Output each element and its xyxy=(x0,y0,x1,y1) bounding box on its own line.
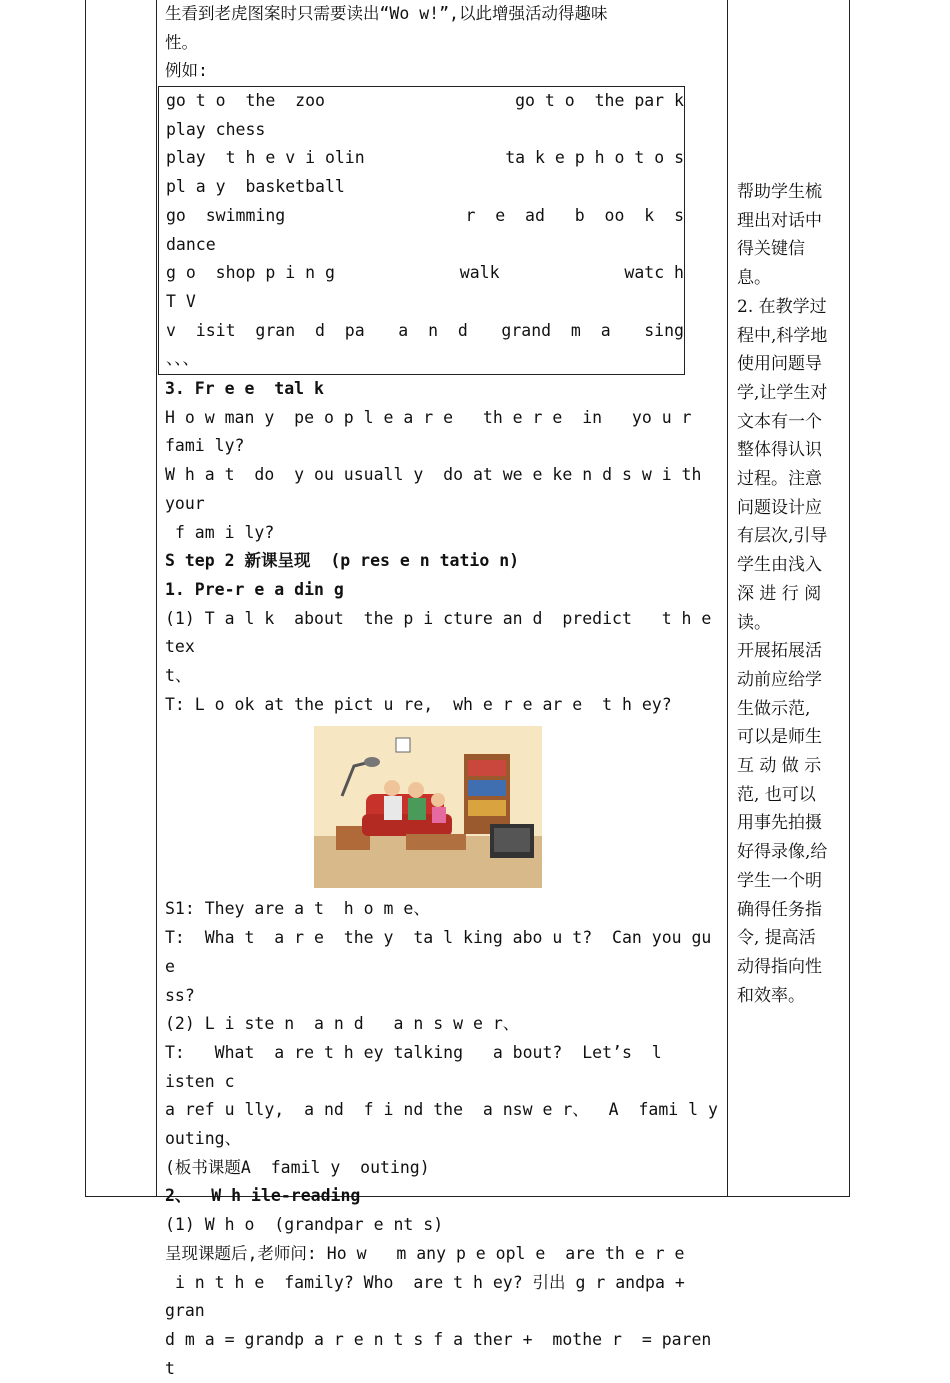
note-line: 动得指向性 xyxy=(737,956,822,977)
vocab-row xyxy=(166,87,684,116)
column-divider-right xyxy=(727,0,728,1197)
note-line: 互 动 做 示 xyxy=(737,756,822,777)
note-line: 使用问题导 xyxy=(737,354,822,375)
text-line: H o w man y pe o p l e a r e th e r e in yo u r xyxy=(165,407,692,427)
note-line: 问题设计应 xyxy=(737,497,822,518)
text-line: 生看到老虎图案时只需要读出“Wo w!”,以此增强活动得趣味 xyxy=(165,4,608,23)
text-line: 性。 xyxy=(165,32,198,52)
text-line: fami ly? xyxy=(165,436,245,456)
text-line: T: Wha t a r e the y ta l king abo u t? Can you gu e xyxy=(165,928,722,976)
text-line: i n t h e family? Who are t h ey? 引出 g r andpa + gran xyxy=(165,1272,705,1321)
text-line: 呈现课题后,老师问: Ho w m any p e opl e are th e r e xyxy=(165,1243,685,1263)
vocab-phrase: watc h xyxy=(624,263,684,283)
text-line: (2) L i ste n a n d a n s w e r、 xyxy=(165,1014,520,1034)
vocab-row xyxy=(166,231,684,260)
design-notes-column xyxy=(737,178,845,1010)
vocab-row xyxy=(166,317,684,346)
pre-reading-text xyxy=(165,605,721,720)
note-line: 整体得认识 xyxy=(737,440,822,461)
text-line: outing、 xyxy=(165,1129,242,1149)
family-picture xyxy=(135,719,721,895)
text-line: (1) W h o (grandpar e nt s) xyxy=(165,1215,444,1235)
note-line: 读。 xyxy=(737,612,771,633)
vocab-phrase: ta k e p h o t o s xyxy=(505,148,684,168)
vocab-phrase: walk xyxy=(459,263,500,283)
note-line: 用事先拍摄 xyxy=(737,813,822,834)
text-line: S1: They are a t h o m e、 xyxy=(165,899,430,919)
vocab-phrase: go t o the zoo xyxy=(166,91,325,111)
note-line: 可以是师生 xyxy=(737,727,822,748)
note-line: 学生由浅入 xyxy=(737,555,822,576)
text-line: (板书课题A famil y outing) xyxy=(165,1157,430,1177)
pre-reading-title: 1. Pre-r e a din g xyxy=(165,579,344,599)
note-line: 得关键信 xyxy=(737,239,805,260)
pre-reading-dialogue xyxy=(165,895,721,1182)
vocab-phrase: g o shop p i n g xyxy=(166,263,335,283)
text-line: t、 xyxy=(165,666,192,686)
text-line: T: L o ok at the pict u re, wh e r e ar e t h ey? xyxy=(165,694,672,714)
vocab-row xyxy=(166,345,684,374)
vocab-phrase: a n d xyxy=(398,320,468,340)
vocab-phrase: sing xyxy=(644,320,684,340)
note-line: 好得录像,给 xyxy=(737,842,828,863)
vocabulary-box xyxy=(158,86,685,375)
column-divider-left xyxy=(156,0,157,1197)
vocab-phrase: 、、、 xyxy=(166,349,199,369)
vocab-phrase: grand m a xyxy=(501,320,611,340)
intro-text xyxy=(165,0,721,86)
note-line: 范, 也可以 xyxy=(737,784,816,805)
free-talk-title: 3. Fr e e tal k xyxy=(165,378,324,398)
note-line: 程中,科学地 xyxy=(737,325,828,346)
text-line: 例如: xyxy=(165,61,208,81)
note-line: 开展拓展活 xyxy=(737,641,822,662)
vocab-phrase: play chess xyxy=(166,119,266,139)
family-living-room-illustration xyxy=(314,726,542,888)
note-line: 动前应给学 xyxy=(737,669,822,690)
text-line: T: What a re t h ey talking a bout? Let’s l isten c xyxy=(165,1042,672,1091)
note-line: 和效率。 xyxy=(737,985,805,1006)
text-line: W h a t do y ou usuall y do at we e ke n d s w i th your xyxy=(165,465,712,513)
note-line: 学,让学生对 xyxy=(737,382,828,403)
text-line: ss? xyxy=(165,985,195,1005)
text-line: a ref u lly, a nd f i nd the a nsw e r、 A fami l y xyxy=(165,1100,718,1120)
note-line: 息。 xyxy=(737,268,771,289)
procedure-column xyxy=(165,0,721,1383)
note-line: 2. 在教学过 xyxy=(737,296,827,317)
note-line: 帮助学生梳 xyxy=(737,182,822,202)
note-line: 过程。注意 xyxy=(737,469,822,490)
vocab-phrase: v isit gran d pa xyxy=(166,320,365,340)
step2-title: S tep 2 新课呈现 (p res e n tatio n) xyxy=(165,551,520,571)
vocab-phrase: go t o the par k xyxy=(515,91,684,111)
note-line: 确得任务指 xyxy=(737,899,822,920)
while-reading-title: 2、 W h ile-reading xyxy=(165,1186,361,1206)
note-line: 生做示范, xyxy=(737,698,811,719)
vocab-row xyxy=(166,288,684,317)
vocab-row xyxy=(166,202,684,231)
note-line: 有层次,引导 xyxy=(737,526,828,547)
vocab-phrase: dance xyxy=(166,234,216,254)
note-line: 深 进 行 阅 xyxy=(737,583,822,604)
free-talk-questions xyxy=(165,404,721,548)
vocab-row xyxy=(166,144,684,173)
vocab-phrase: play t h e v i olin xyxy=(166,148,365,168)
text-line: d m a = grandp a r e n t s f a ther + mothe r = paren t xyxy=(165,1329,722,1378)
vocab-row xyxy=(166,116,684,145)
note-line: 学生一个明 xyxy=(737,870,822,891)
vocab-row xyxy=(166,173,684,202)
note-line: 文本有一个 xyxy=(737,411,822,432)
vocab-phrase: pl a y basketball xyxy=(166,177,345,197)
vocab-phrase: T V xyxy=(166,291,196,311)
note-line: 理出对话中 xyxy=(737,210,822,231)
vocab-phrase: r e ad b oo k s xyxy=(465,205,684,225)
vocab-phrase: go swimming xyxy=(166,205,286,225)
text-line: f am i ly? xyxy=(165,522,275,542)
note-line: 令, 提高活 xyxy=(737,928,816,949)
while-reading-text xyxy=(165,1211,721,1383)
text-line: (1) T a l k about the p i cture an d predict t h e tex xyxy=(165,608,722,657)
vocab-row xyxy=(166,259,684,288)
